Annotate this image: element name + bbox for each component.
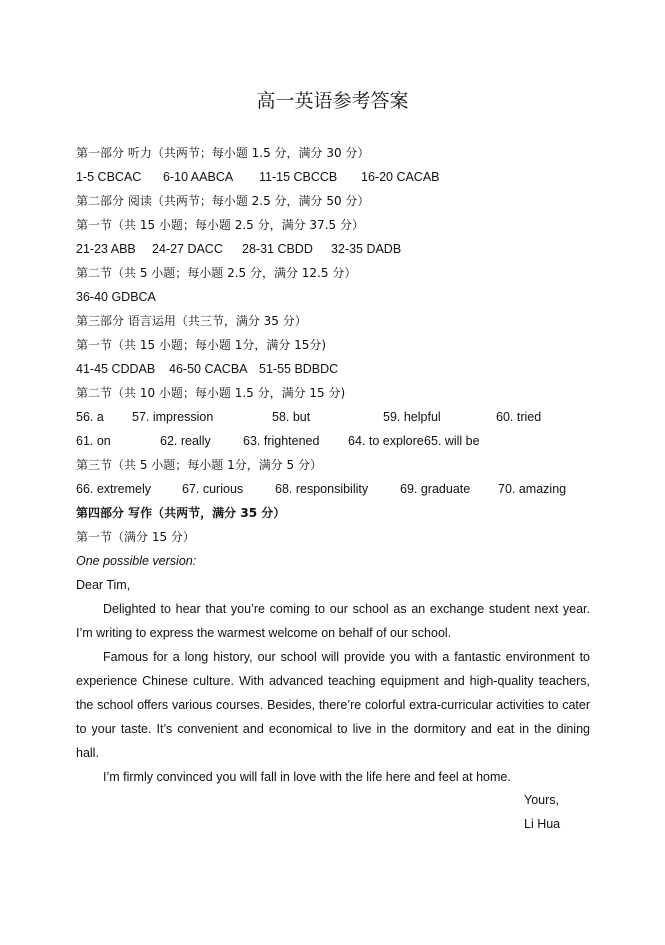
part2-section2-heading: 第二节（共 5 小题；每小题 2.5 分，满分 12.5 分） (76, 266, 357, 280)
answer-item: 61. on (76, 434, 111, 448)
part3-section2-row2 (76, 433, 596, 449)
part3-section3-heading: 第三节（共 5 小题；每小题 1分，满分 5 分） (76, 458, 322, 472)
answer-group: 1-5 CBCAC (76, 170, 142, 184)
part3-section3-row (76, 481, 596, 497)
answer-group: 51-55 BDBDC (259, 362, 339, 376)
letter-body (76, 597, 590, 789)
part2-section1-answers-row (76, 241, 596, 257)
answer-group: 46-50 CACBA (169, 362, 248, 376)
answer-item: 62. really (160, 434, 211, 448)
answer-item: 70. amazing (498, 482, 567, 496)
letter-signature: Li Hua (524, 817, 561, 831)
part4-heading: 第四部分 写作（共两节，满分 35 分） (76, 506, 286, 520)
part3-section1-heading: 第一节（共 15 小题；每小题 1分，满分 15分) (76, 338, 327, 352)
letter-greeting: Dear Tim, (76, 578, 131, 592)
letter-paragraph: Famous for a long history, our school will provide you with a fantastic environment to experience Chinese culture. With advanced teaching equipment and high-quality teachers, the school offers various courses. Besides, there’re colorful extra-curricular activities to cater to your taste. It’s convenient and economical to live in the dormitory and eat in the dining hall. (76, 650, 590, 760)
part1-answers-row (76, 169, 596, 185)
answer-item: 68. responsibility (275, 482, 369, 496)
part3-section1-answers-row (76, 361, 596, 377)
version-label: One possible version: (76, 554, 197, 568)
answer-item: 65. will be (424, 434, 480, 448)
answer-group: 11-15 CBCCB (259, 170, 338, 184)
part4-section1-heading: 第一节（满分 15 分） (76, 530, 195, 544)
part2-section1-heading: 第一节（共 15 小题；每小题 2.5 分，满分 37.5 分） (76, 218, 364, 232)
answer-item: 60. tried (496, 410, 542, 424)
answer-group: 28-31 CBDD (242, 242, 313, 256)
answer-group: 32-35 DADB (331, 242, 402, 256)
answer-group: 41-45 CDDAB (76, 362, 156, 376)
part2-heading: 第二部分 阅读（共两节；每小题 2.5 分，满分 50 分） (76, 194, 370, 208)
part3-heading: 第三部分 语言运用（共三节，满分 35 分） (76, 314, 307, 328)
answer-item: 58. but (272, 410, 311, 424)
answer-group: 24-27 DACC (152, 242, 223, 256)
page-title: 高一英语参考答案 (256, 90, 409, 112)
part3-section2-row1 (76, 409, 596, 425)
answer-group: 6-10 AABCA (163, 170, 234, 184)
letter-paragraph: I’m firmly convinced you will fall in love with the life here and feel at home. (103, 770, 511, 784)
letter-closing: Yours, (524, 793, 559, 807)
answer-item: 67. curious (182, 482, 244, 496)
letter-paragraph: Delighted to hear that you’re coming to our school as an exchange student next year. I’m writing to express the warmest welcome on behalf of our school. (76, 602, 590, 640)
answer-group: 16-20 CACAB (361, 170, 440, 184)
answer-item: 64. to explore (348, 434, 424, 448)
part2-section2-answers: 36-40 GDBCA (76, 290, 156, 304)
answer-item: 59. helpful (383, 410, 441, 424)
answer-item: 66. extremely (76, 482, 152, 496)
answer-item: 57. impression (132, 410, 214, 424)
answer-item: 69. graduate (400, 482, 471, 496)
answer-item: 63. frightened (243, 434, 320, 448)
answer-group: 21-23 ABB (76, 242, 136, 256)
answer-item: 56. a (76, 410, 104, 424)
part3-section2-heading: 第二节（共 10 小题；每小题 1.5 分，满分 15 分) (76, 386, 346, 400)
part1-heading: 第一部分 听力（共两节；每小题 1.5 分，满分 30 分） (76, 146, 370, 160)
